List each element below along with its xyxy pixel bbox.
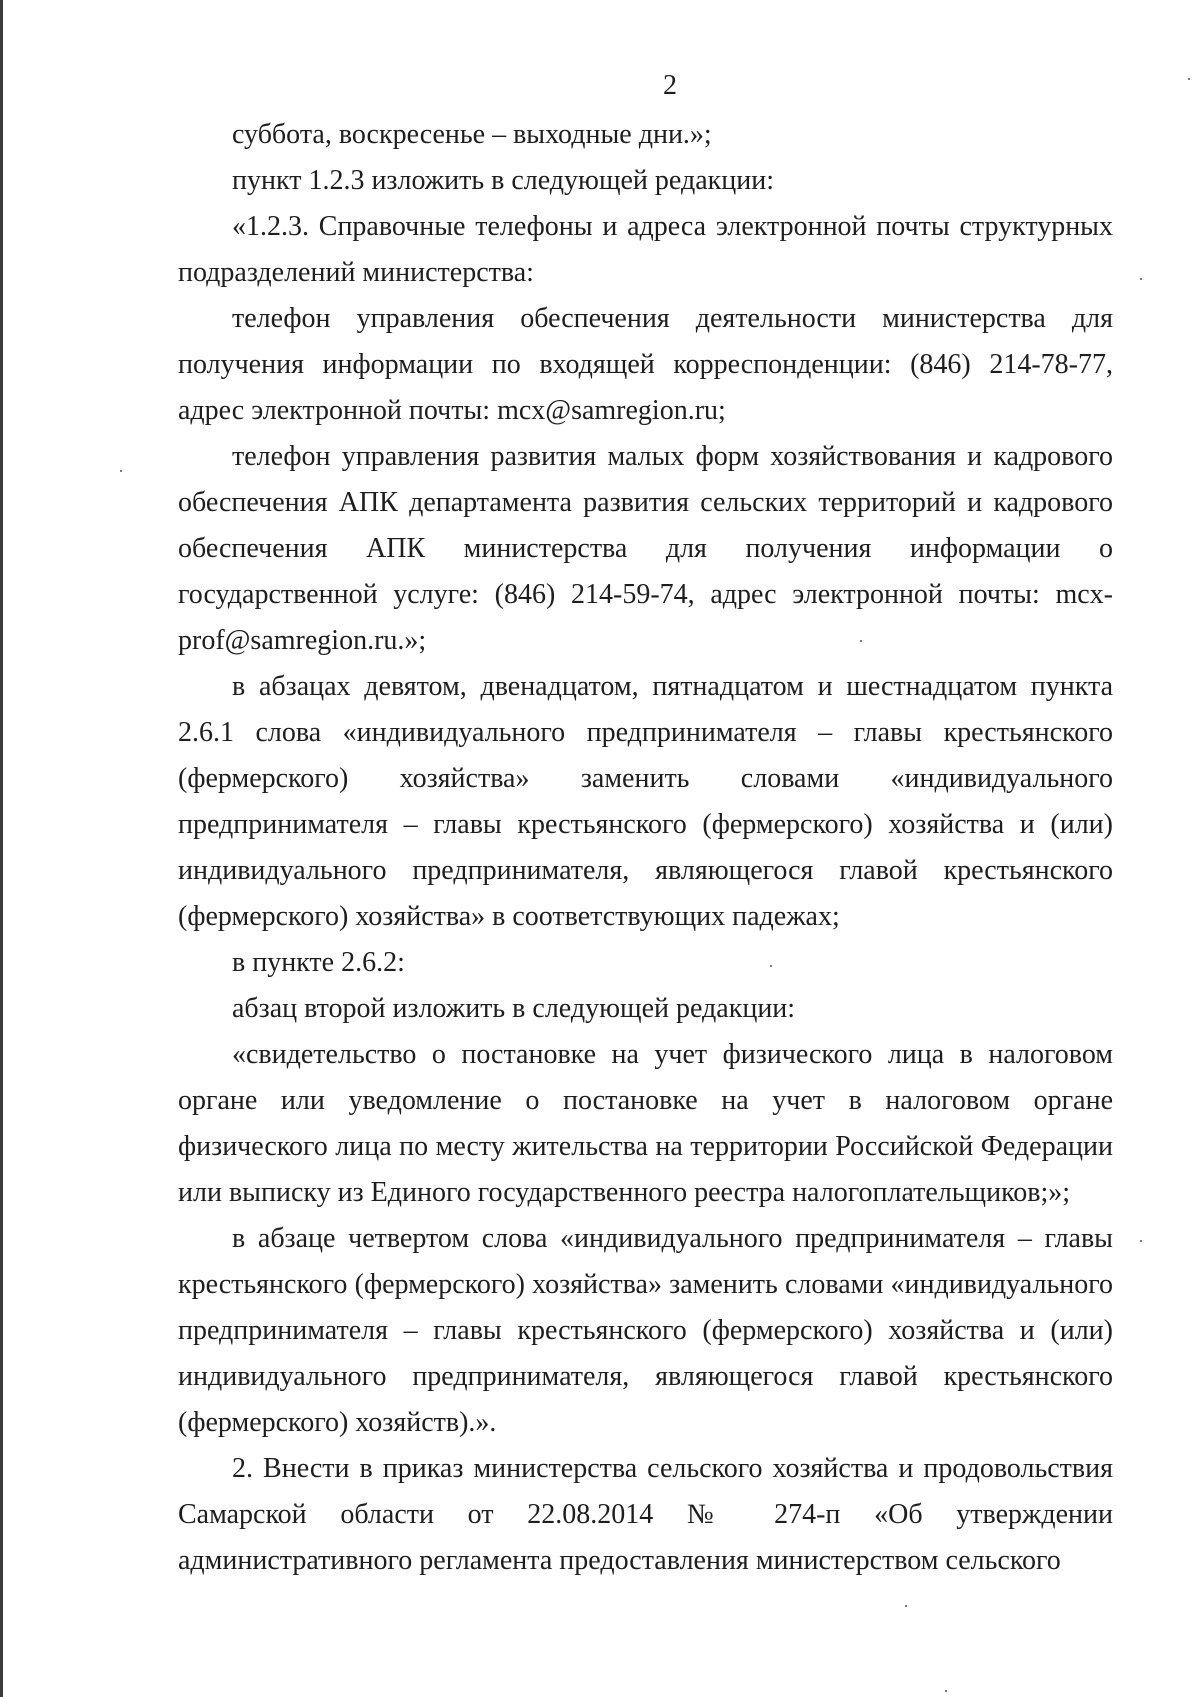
scan-speck [945,1690,947,1692]
page-number: 2 [663,70,677,101]
paragraph-9: «свидетельство о постановке на учет физического лица в налоговом органе или уведомление о постановке на учет в налоговом органе физического лица по месту жительства на территории Российской Федерации или выписку из Единого государственного реестра налогоплательщиков;»; [178,1039,1113,1208]
scan-left-edge [0,0,3,1697]
paragraph-1: суббота, воскресенье – выходные дни.»; [232,119,712,150]
scan-speck [770,965,772,967]
paragraph-8: абзац второй изложить в следующей редакции: [232,993,796,1024]
paragraph-7: в пункте 2.6.2: [232,947,405,978]
paragraph-3: «1.2.3. Справочные телефоны и адреса электронной почты структурных подразделений министерства: [178,211,1113,288]
paragraph-2: пункт 1.2.3 изложить в следующей редакции: [232,165,774,196]
scan-speck [120,470,122,472]
paragraph-11: 2. Внести в приказ министерства сельского хозяйства и продовольствия Самарской области от 22.08.2014 № 274-п «Об утверждении административного регламента предоставления министерством сельского [178,1453,1113,1576]
scan-speck [1140,278,1142,280]
paragraph-6: в абзацах девятом, двенадцатом, пятнадцатом и шестнадцатом пункта 2.6.1 слова «индивидуального предпринимателя – главы крестьянского (фермерского) хозяйства» заменить словами «индивидуального предпринимателя – главы крестьянского (фермерского) хозяйства и (или) индивидуального предпринимателя, являющегося главой крестьянского (фермерского) хозяйства» в соответствующих падежах; [178,671,1113,932]
scan-speck [860,640,862,642]
paragraph-4: телефон управления обеспечения деятельности министерства для получения информации по входящей корреспонденции: (846) 214-78-77, адрес электронной почты: mcx@samregion.ru; [178,303,1113,426]
scan-speck [1188,78,1190,80]
scan-speck [905,1605,907,1607]
paragraph-10: в абзаце четвертом слова «индивидуального предпринимателя – главы крестьянского (фермерского) хозяйства» заменить словами «индивидуального предпринимателя – главы крестьянского (фермерского) хозяйства и (или) индивидуального предпринимателя, являющегося главой крестьянского (фермерского) хозяйств).». [178,1223,1113,1438]
paragraph-5: телефон управления развития малых форм хозяйствования и кадрового обеспечения АПК департамента развития сельских территорий и кадрового обеспечения АПК министерства для получения информации о государственной услуге: (846) 214-59-74, адрес электронной почты: mcx-prof@samregion.ru.»; [178,441,1113,656]
scan-speck [1140,1240,1142,1242]
document-body [178,112,1113,1584]
